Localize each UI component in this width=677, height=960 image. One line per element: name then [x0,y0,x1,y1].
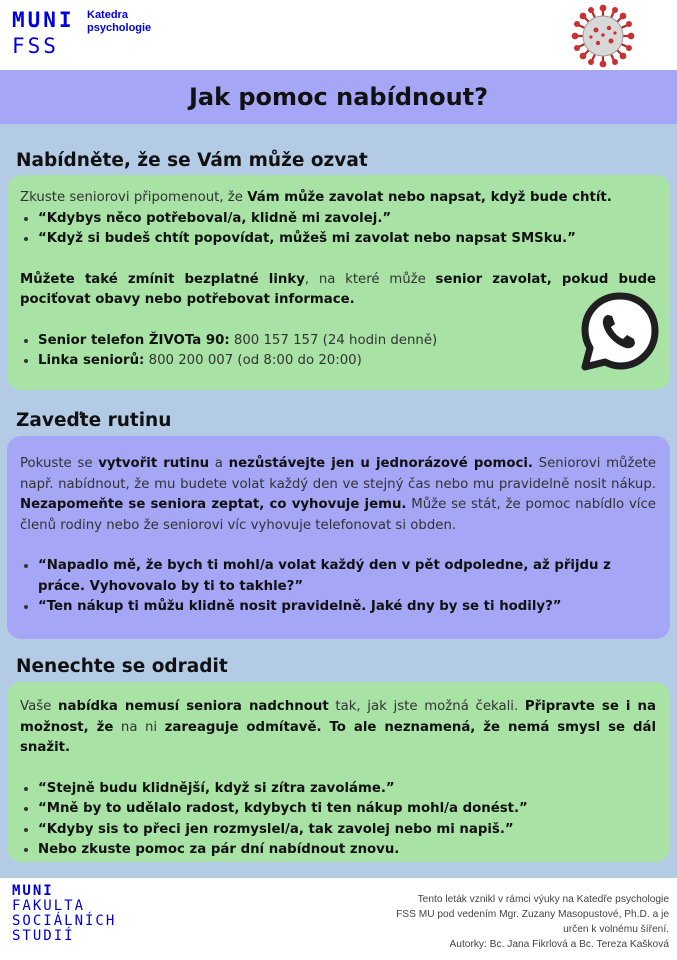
dept-line-1: Katedra [87,9,128,21]
hotline-number: 800 157 157 (24 hodin denně) [229,332,438,348]
s3-bullets [20,779,656,861]
s3-bold-3: zareaguje odmítavě. To ale neznamená, že nemá smysl se dál snažit. [20,719,656,755]
list-item [38,209,656,230]
s1-p2-bold-1: Můžete také zmínit bezplatné linky [20,271,305,287]
hotline-name: Senior telefon ŽIVOTa 90: [38,332,230,348]
s2-paragraph [20,454,656,536]
s1-intro-text: Zkuste seniorovi připomenout, že [20,190,248,205]
s1-hotlines [20,331,656,372]
s3-text-3: na ni [113,719,165,735]
bullet-text: “Ten nákup ti můžu klidně nosit pravidelně. Jaké dny by se ti hodily?” [38,599,562,614]
hotline-number: 800 200 007 (od 8:00 do 20:00) [144,353,362,368]
s2-text-4: Může se stát, že pomoc nabídlo více členů rodiny nebo že seniorovi víc vyhovuje telefonovat si obden. [20,497,656,533]
s1-intro-bold: Vám může zavolat nebo napsat, když bude chtít. [247,190,612,205]
logo-line: SOCIÁLNÍCH [12,913,117,929]
logo-line: FAKULTA [12,898,86,914]
bullet-text: “Když si budeš chtít popovídat, můžeš mi zavolat nebo napsat SMSku.” [38,231,576,246]
s3-bold-2: Připravte se i na možnost, že [20,699,656,735]
logo-line: MUNI [12,883,54,899]
list-item [38,799,656,820]
s1-intro [20,188,656,209]
bullet-text: “Napadlo mě, že bych ti mohl/a volat každý den v pět odpoledne, až přijdu z práce. Vyhovovalo by ti to takhle?” [38,558,611,594]
main-content [0,124,677,878]
s1-p2-bold-2: senior zavolat, pokud bude pociťovat obavy nebo potřebovat informace. [20,271,656,307]
whatsapp-icon [578,290,662,374]
list-item [38,556,656,597]
hotline-name: Linka seniorů: [38,353,145,368]
bullet-text: “Kdybys něco potřeboval/a, klidně mi zavolej.” [38,210,392,226]
s1-bullets [20,209,656,250]
list-item [38,779,656,800]
section-2-heading: Zaveďte rutinu [16,410,172,431]
bullet-text: “Kdyby sis to přeci jen rozmyslel/a, tak zavolej nebo mi napiš.” [38,821,514,837]
credit-line: Autorky: Bc. Jana Fikrlová a Bc. Tereza Kašková [449,939,669,950]
coronavirus-icon [571,4,635,68]
section-3-heading: Nenechte se odradit [16,656,228,677]
s2-bold-3: Nezapomeňte se seniora zeptat, co vyhovuje jemu. [20,497,407,512]
logo-line: STUDIÍ [12,928,75,944]
s2-text-1: Pokuste se [20,456,99,471]
department-label [87,9,151,35]
muni-logo: MUNI [12,8,75,32]
list-item [38,597,656,618]
s3-paragraph [20,697,656,759]
header [0,0,677,68]
footer [0,878,677,960]
bullet-text: Nebo zkuste pomoc za pár dní nabídnout znovu. [38,842,400,857]
s2-bullets [20,556,656,618]
title-band [0,70,677,124]
fss-logo: FSS [12,34,59,58]
s2-text-2: a [209,456,229,471]
section-3-box [7,682,670,862]
hotline-item [38,351,656,372]
section-1-heading: Nabídněte, že se Vám může ozvat [16,150,368,171]
list-item [38,820,656,841]
list-item [38,840,656,861]
credit-line: Tento leták vznikl v rámci výuky na Katedře psychologie [417,894,669,905]
hotline-item [38,331,656,352]
s3-text-1: Vaše [20,699,58,714]
page-title: Jak pomoc nabídnout? [188,83,489,111]
s1-p2-text: , na které může [304,271,436,287]
s3-bold-1: nabídka nemusí seniora nadchnout [58,699,329,714]
section-1-box [7,175,670,390]
bullet-text: “Stejně budu klidnější, když si zítra zavoláme.” [38,780,395,796]
footer-credits [349,892,669,952]
credit-line: FSS MU pod vedením Mgr. Zuzany Masopustové, Ph.D. a je [396,909,669,920]
s2-bold-2: nezůstávejte jen u jednorázové pomoci. [228,456,533,471]
s2-bold-1: vytvořit rutinu [98,456,210,471]
s1-hotlines-intro [20,270,656,311]
credit-line: určen k volnému šíření. [563,924,669,935]
bullet-text: “Mně by to udělalo radost, kdybych ti ten nákup mohl/a donést.” [38,801,528,816]
s2-text-3: Seniorovi můžete např. nabídnout, že mu budete volat každý den ve stejný čas nebo mu pravidelně nosit nákup. [20,456,656,492]
s3-text-2: tak, jak jste možná čekali. [328,699,525,714]
faculty-logo [12,884,116,944]
dept-line-2: psychologie [87,22,152,34]
list-item [38,229,656,250]
section-2-box [7,436,670,639]
